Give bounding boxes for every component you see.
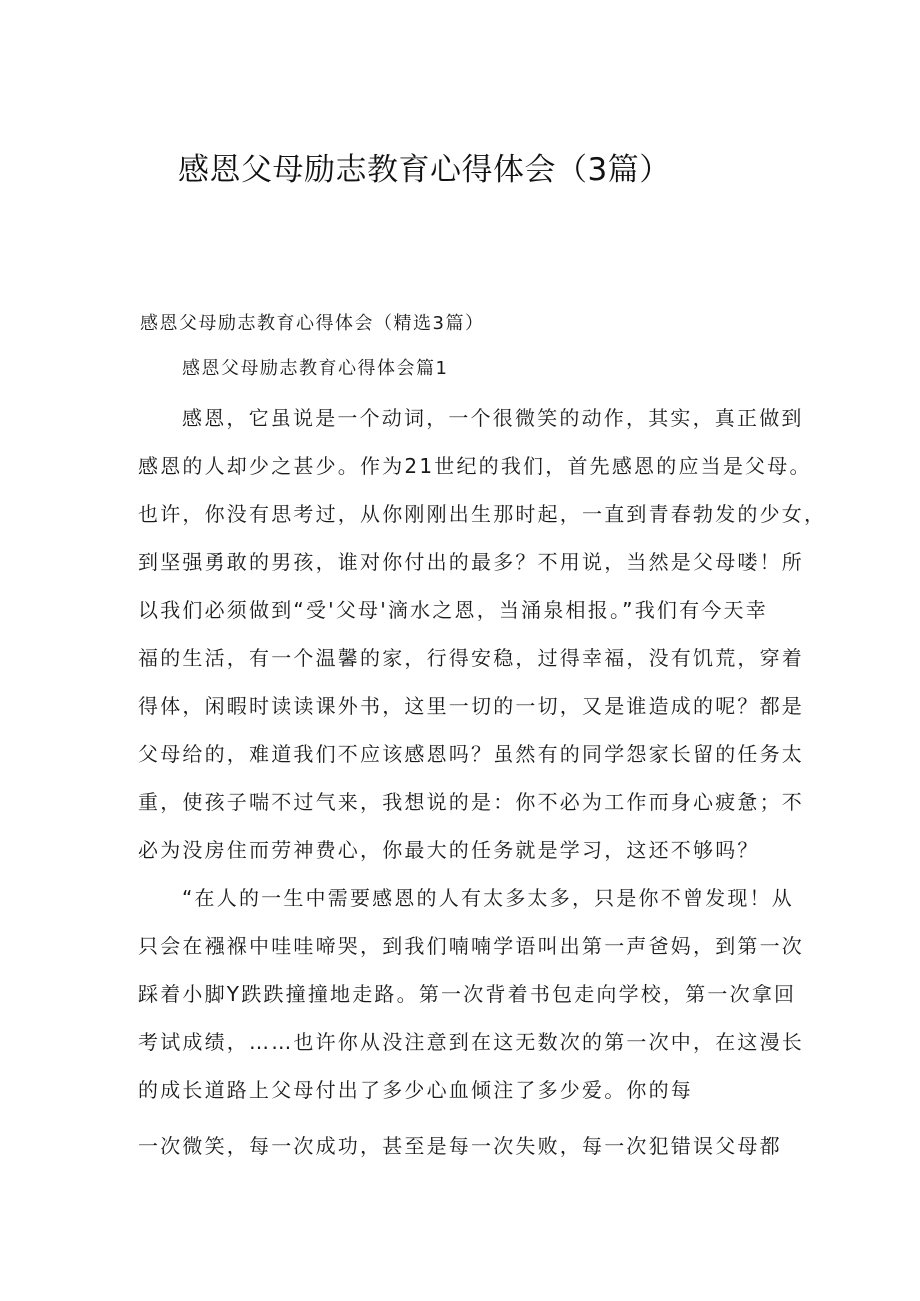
section-heading: 感恩父母励志教育心得体会篇1 <box>182 358 449 379</box>
body-line: 到坚强勇敢的男孩，谁对你付出的最多？不用说，当然是父母喽！所 <box>138 550 804 574</box>
body-line: 一次微笑，每一次成功，甚至是每一次失败，每一次犯错误父母都 <box>138 1134 782 1158</box>
body-line: 必为没房住而劳神费心，你最大的任务就是学习，这还不够吗？ <box>138 838 760 862</box>
body-line: “在人的一生中需要感恩的人有太多太多，只是你不曾发现！从 <box>182 886 794 910</box>
body-line: 以我们必须做到“受'父母'滴水之恩，当涌泉相报。”我们有今天幸 <box>138 598 768 622</box>
body-line: 父母给的，难道我们不应该感恩吗？虽然有的同学怨家长留的任务太 <box>138 742 804 766</box>
document-subtitle: 感恩父母励志教育心得体会（精选3篇） <box>140 313 485 334</box>
body-line: 感恩的人却少之甚少。作为21世纪的我们，首先感恩的应当是父母。 <box>138 454 812 478</box>
body-line: 踩着小脚Y跌跌撞撞地走路。第一次背着书包走向学校，第一次拿回 <box>138 982 797 1006</box>
body-line: 的成长道路上父母付出了多少心血倾注了多少爱。你的每 <box>138 1078 693 1102</box>
body-line: 只会在襁褓中哇哇啼哭，到我们喃喃学语叫出第一声爸妈，到第一次 <box>138 934 804 958</box>
document-title: 感恩父母励志教育心得体会（3篇） <box>178 152 671 188</box>
body-line: 福的生活，有一个温馨的家，行得安稳，过得幸福，没有饥荒，穿着 <box>138 646 804 670</box>
body-line: 考试成绩，……也许你从没注意到在这无数次的第一次中，在这漫长 <box>138 1030 804 1054</box>
body-line: 感恩，它虽说是一个动词，一个很微笑的动作，其实，真正做到 <box>182 406 804 430</box>
body-line: 得体，闲暇时读读课外书，这里一切的一切，又是谁造成的呢？都是 <box>138 694 804 718</box>
body-line: 重，使孩子喘不过气来，我想说的是：你不必为工作而身心疲惫；不 <box>138 790 804 814</box>
body-line: 也许，你没有思考过，从你刚刚出生那时起，一直到青春勃发的少女， <box>138 502 827 526</box>
